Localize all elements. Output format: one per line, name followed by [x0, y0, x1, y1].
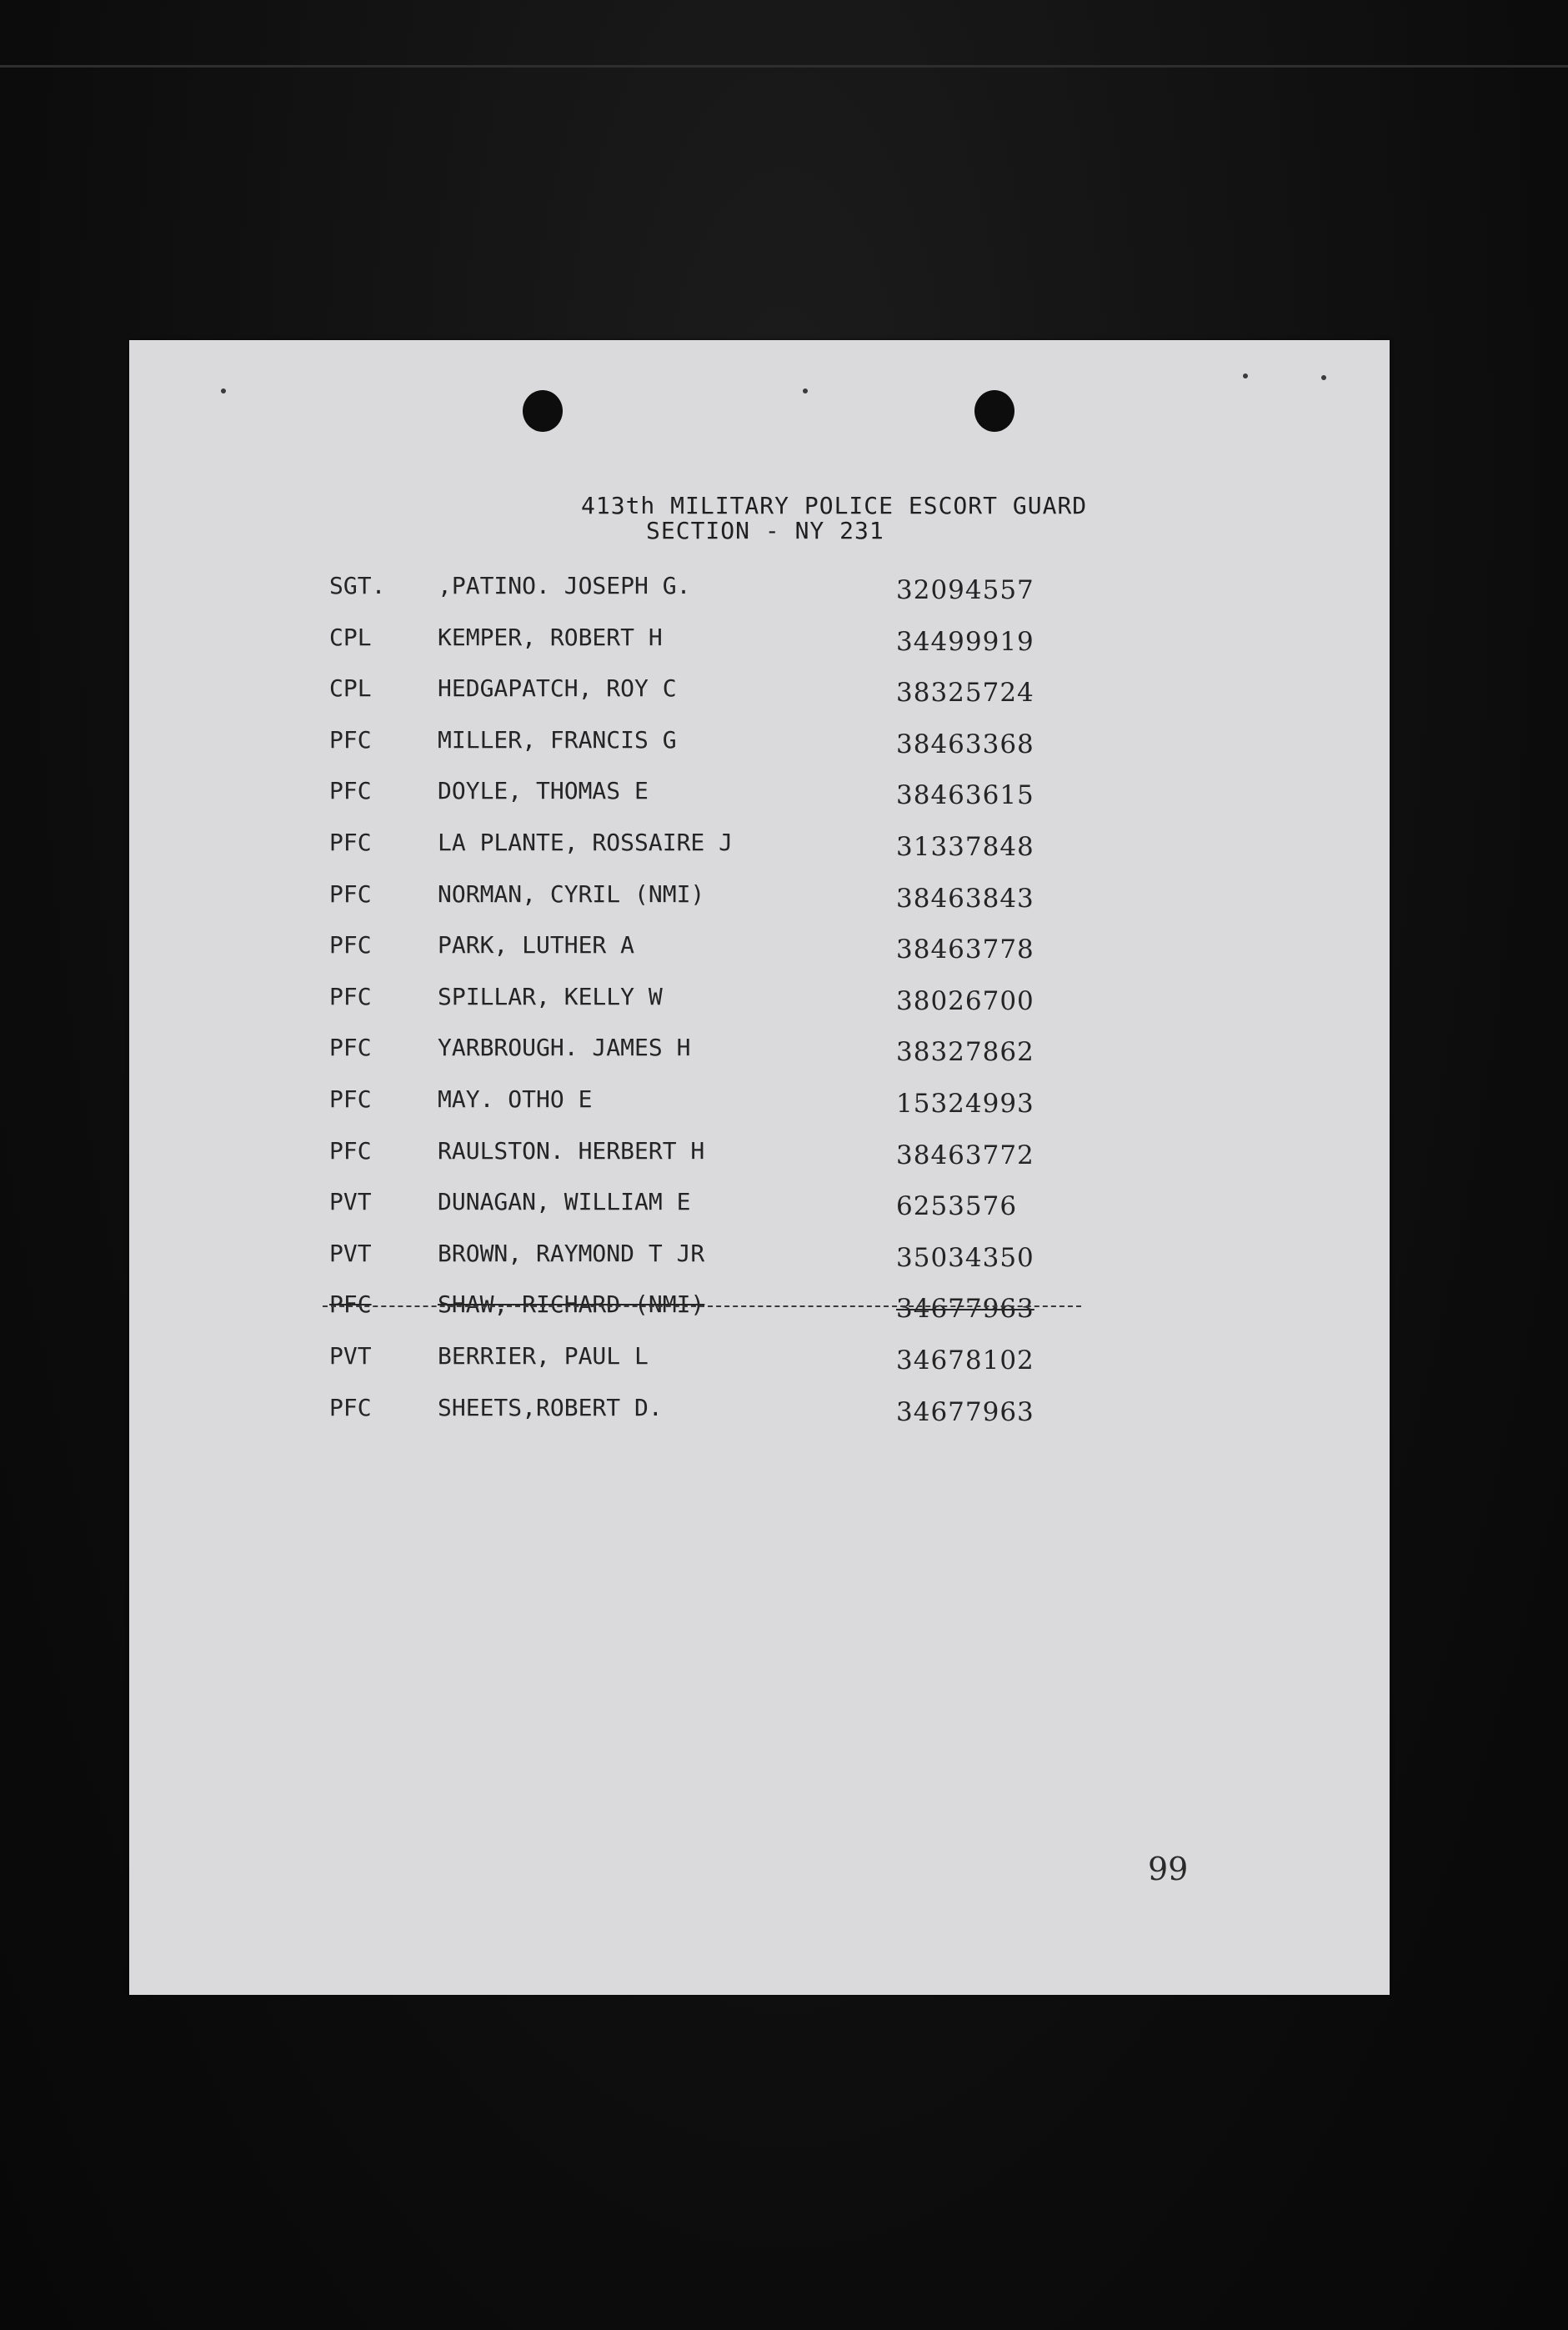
rank-cell: CPL: [329, 623, 372, 651]
roster-row: [129, 615, 1390, 667]
name-cell: YARBROUGH. JAMES H: [438, 1034, 691, 1062]
document-title: 413th MILITARY POLICE ESCORT GUARD: [581, 492, 1088, 519]
roster-row: [129, 872, 1390, 924]
rank-cell: PVT: [329, 1188, 372, 1216]
roster-row: [129, 1385, 1390, 1437]
name-cell: ,PATINO. JOSEPH G.: [438, 572, 691, 599]
serial-number-cell: 15324993: [896, 1088, 1034, 1119]
rank-cell: CPL: [329, 674, 372, 703]
roster-row: [129, 718, 1390, 769]
roster-row: [129, 923, 1390, 975]
rank-cell: PFC: [329, 1034, 372, 1062]
serial-number-cell: 34678102: [896, 1345, 1034, 1375]
roster-row: [129, 1180, 1390, 1231]
rank-cell: PVT: [329, 1239, 372, 1267]
serial-number-cell: 31337848: [896, 831, 1034, 862]
serial-number-cell: 34677963: [896, 1294, 1034, 1325]
roster-row: [129, 666, 1390, 718]
speck-mark: [1321, 375, 1326, 380]
serial-number-cell: 38463772: [896, 1140, 1034, 1170]
rank-cell: PFC: [329, 828, 372, 856]
speck-mark: [803, 388, 808, 393]
serial-number-cell: 38026700: [896, 985, 1034, 1016]
serial-number-cell: 6253576: [896, 1191, 1018, 1222]
name-cell: SPILLAR, KELLY W: [438, 982, 663, 1010]
name-cell: NORMAN, CYRIL (NMI): [438, 879, 705, 908]
punch-hole-icon: [974, 390, 1014, 432]
rank-cell: PFC: [329, 1136, 372, 1165]
punch-hole-icon: [523, 390, 563, 432]
name-cell: MAY. OTHO E: [438, 1085, 593, 1113]
serial-number-cell: 38463843: [896, 883, 1034, 914]
rank-cell: PVT: [329, 1341, 372, 1370]
serial-number-cell: 38327862: [896, 1037, 1034, 1068]
roster-row: [129, 1334, 1390, 1385]
rank-cell: PFC: [329, 1393, 372, 1421]
name-cell: SHEETS,ROBERT D.: [438, 1393, 663, 1421]
scanner-edge-line: [0, 65, 1568, 68]
rank-cell: PFC: [329, 931, 372, 960]
strikethrough-line: [323, 1305, 1081, 1307]
rank-cell: PFC: [329, 725, 372, 754]
name-cell: PARK, LUTHER A: [438, 931, 635, 960]
roster-row: [129, 1282, 1390, 1334]
rank-cell: PFC: [329, 1085, 372, 1113]
rank-cell: PFC: [329, 879, 372, 908]
name-cell: SHAW, RICHARD (NMI): [438, 1290, 705, 1319]
name-cell: HEDGAPATCH, ROY C: [438, 674, 677, 703]
serial-number-cell: 38325724: [896, 678, 1034, 709]
roster-row: [129, 1025, 1390, 1077]
speck-mark: [221, 388, 226, 393]
serial-number-cell: 34499919: [896, 626, 1034, 657]
document-subtitle: SECTION - NY 231: [646, 517, 884, 544]
name-cell: DUNAGAN, WILLIAM E: [438, 1188, 691, 1216]
name-cell: RAULSTON. HERBERT H: [438, 1136, 705, 1165]
roster-row: [129, 769, 1390, 820]
roster-row: [129, 564, 1390, 615]
roster-row: [129, 1129, 1390, 1180]
page-number: 99: [1148, 1851, 1189, 1887]
serial-number-cell: 35034350: [896, 1242, 1034, 1273]
name-cell: BROWN, RAYMOND T JR: [438, 1239, 705, 1267]
rank-cell: PFC: [329, 982, 372, 1010]
serial-number-cell: 38463615: [896, 780, 1034, 811]
serial-number-cell: 38463778: [896, 935, 1034, 965]
roster-row: [129, 1077, 1390, 1129]
name-cell: DOYLE, THOMAS E: [438, 777, 649, 805]
rank-cell: PFC: [329, 1290, 372, 1319]
speck-mark: [1243, 373, 1248, 378]
serial-number-cell: 38463368: [896, 729, 1034, 759]
name-cell: MILLER, FRANCIS G: [438, 725, 677, 754]
roster-row: [129, 820, 1390, 872]
rank-cell: SGT.: [329, 572, 386, 599]
roster-list: [129, 564, 1390, 1436]
rank-cell: PFC: [329, 777, 372, 805]
roster-row: [129, 975, 1390, 1026]
document-sheet: [129, 340, 1390, 1995]
name-cell: BERRIER, PAUL L: [438, 1341, 649, 1370]
roster-row: [129, 1231, 1390, 1283]
serial-number-cell: 32094557: [896, 575, 1034, 605]
serial-number-cell: 34677963: [896, 1396, 1034, 1427]
name-cell: KEMPER, ROBERT H: [438, 623, 663, 651]
name-cell: LA PLANTE, ROSSAIRE J: [438, 828, 734, 856]
